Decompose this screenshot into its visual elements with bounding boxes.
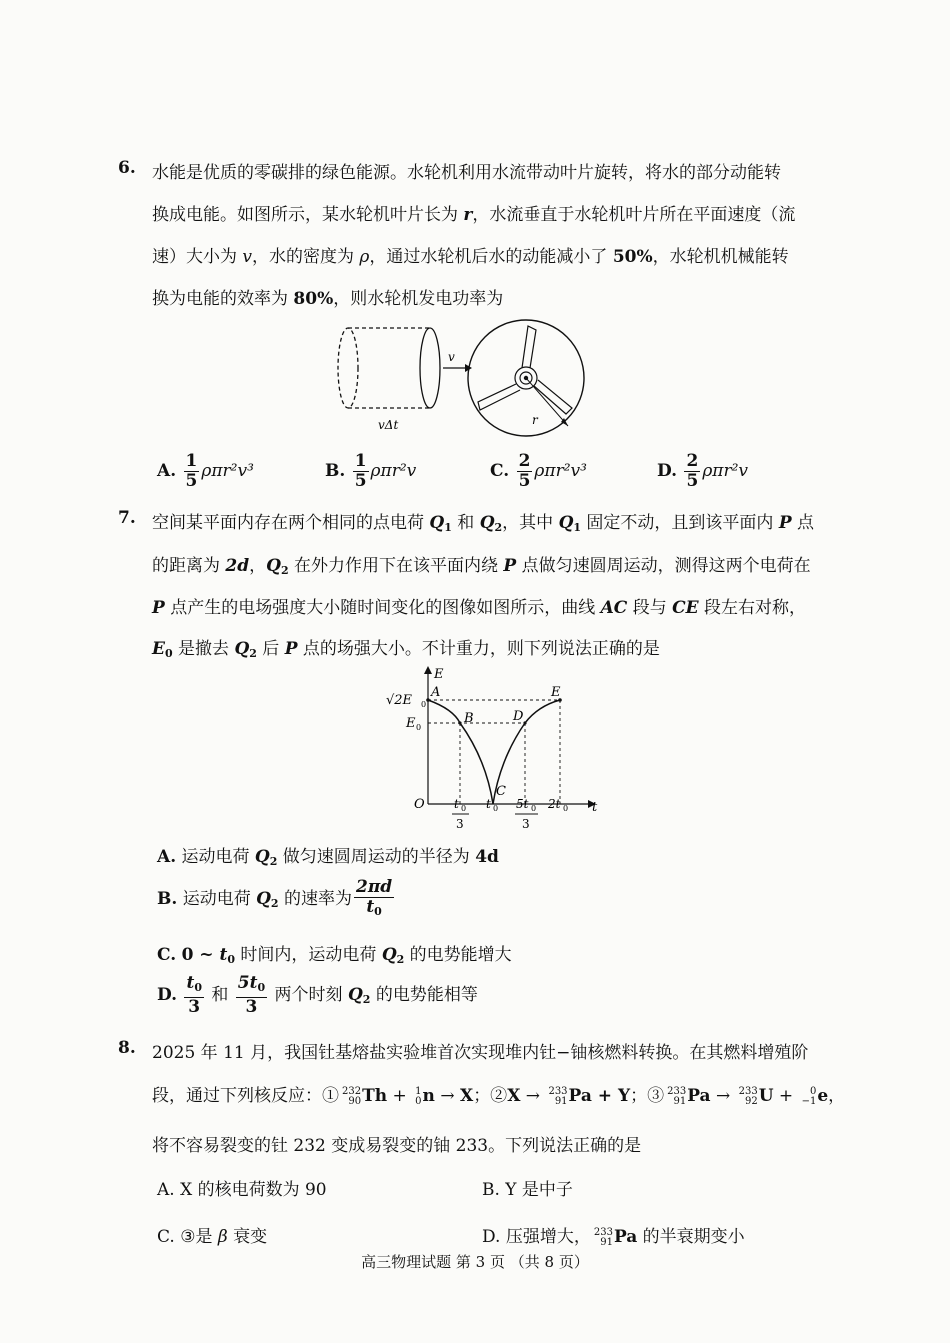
q6-line-3: 速）大小为 v，水的密度为 ρ，通过水轮机后水的动能减小了 50%，水轮机机械能转	[152, 247, 789, 267]
svg-text:E: E	[406, 716, 416, 731]
q8-option-a[interactable]: A. X 的核电荷数为 90	[157, 1180, 327, 1200]
q8-line-1: 2025 年 11 月，我国钍基熔盐实验堆首次实现堆内钍−铀核燃料转换。在其燃料增殖阶	[152, 1043, 809, 1063]
q6-line-4: 换为电能的效率为 80%，则水轮机发电功率为	[152, 289, 504, 309]
q8-option-d[interactable]: D. 压强增大， 233 91 Pa 的半衰期变小	[482, 1226, 745, 1248]
svg-text:E: E	[551, 685, 561, 700]
svg-text:O: O	[414, 797, 425, 812]
water-cylinder	[338, 328, 430, 408]
svg-text:t: t	[592, 800, 598, 815]
svg-text:3: 3	[522, 817, 530, 831]
q7-option-b[interactable]: B. 运动电荷 $Q_2$ 的速率为 $\frac{2\pi d}{t_0}$	[157, 877, 393, 918]
field-curve	[428, 700, 560, 804]
velocity-arrow	[443, 364, 472, 372]
question-number: 6.	[118, 158, 136, 178]
svg-text:D: D	[513, 709, 524, 724]
q7-line-1: 空间某平面内存在两个相同的点电荷 $Q_1$ 和 $Q_2$，其中 $Q_1$ 固定不动，且到该平面内 P 点	[152, 513, 815, 534]
velocity-label: v	[448, 350, 455, 364]
svg-text:t: t	[454, 797, 459, 811]
q7-line-4: $E_0$ 是撤去 $Q_2$ 后 P 点的场强大小。不计重力，则下列说法正确的是	[152, 639, 660, 660]
cylinder-end	[420, 328, 440, 408]
page-footer: 高三物理试题 第 3 页 （共 8 页）	[361, 1253, 589, 1271]
svg-text:2t: 2t	[548, 797, 561, 811]
svg-text:B: B	[464, 711, 474, 726]
svg-text:5t: 5t	[516, 797, 529, 811]
svg-text:3: 3	[456, 817, 464, 831]
q8-option-b[interactable]: B. Y 是中子	[482, 1180, 573, 1200]
q7-option-c[interactable]: C. 0 ~ $t_0$ 时间内，运动电荷 $Q_2$ 的电势能增大	[157, 945, 512, 966]
vdt-label: vΔt	[378, 418, 399, 432]
svg-text:t: t	[486, 797, 491, 811]
q7-option-d[interactable]: D. $\frac{t_0}{3}$ 和 $\frac{5t_0}{3}$ 两个时刻 $Q_2$ 的电势能相等	[157, 973, 478, 1017]
svg-text:0: 0	[416, 723, 422, 732]
q8-line-2: 段，通过下列核反应：① 232 90 Th + 1 0 n → X；②X → 233 91 Pa + Y；③ 233 91 Pa → 233 92 U + 0 −1 e，	[152, 1085, 846, 1107]
q6-option-d[interactable]: D. $\frac{2}{5}$ ρπr²v	[657, 451, 749, 491]
q7-option-a[interactable]: A. 运动电荷 $Q_2$ 做匀速圆周运动的半径为 4d	[157, 847, 499, 868]
svg-text:0: 0	[563, 804, 569, 813]
svg-text:0: 0	[421, 700, 427, 709]
q8-line-3: 将不容易裂变的钍 232 变成易裂变的铀 233。下列说法正确的是	[152, 1136, 642, 1156]
svg-text:0: 0	[531, 804, 537, 813]
q8-option-c[interactable]: C. ③是 β 衰变	[157, 1227, 268, 1247]
svg-text:√2E: √2E	[386, 693, 413, 708]
svg-text:C: C	[496, 784, 506, 799]
q7-line-3: P 点产生的电场强度大小随时间变化的图像如图所示，曲线 AC 段与 CE 段左右对称，	[152, 598, 807, 618]
q6-option-b[interactable]: B. $\frac{1}{5}$ ρπr²v	[325, 451, 417, 491]
turbine-figure	[330, 318, 600, 443]
q6-option-c[interactable]: C. $\frac{2}{5}$ ρπr²v³	[490, 451, 587, 491]
svg-text:0: 0	[493, 804, 499, 813]
q6-line-1: 水能是优质的零碳排的绿色能源。水轮机利用水流带动叶片旋转，将水的部分动能转	[152, 163, 781, 183]
question-number: 7.	[118, 508, 136, 528]
q6-line-2: 换成电能。如图所示，某水轮机叶片长为 r，水流垂直于水轮机叶片所在平面速度（流	[152, 205, 796, 225]
e-t-graph	[378, 664, 608, 836]
turbine-blades	[478, 326, 572, 414]
question-number: 8.	[118, 1038, 136, 1058]
q7-line-2: 的距离为 2d，$Q_2$ 在外力作用下在该平面内绕 P 点做匀速圆周运动，测得这两个电荷在	[152, 556, 811, 577]
svg-text:A: A	[431, 685, 441, 700]
svg-text:E: E	[434, 667, 444, 682]
svg-text:0: 0	[461, 804, 467, 813]
radius-label: r	[532, 413, 538, 427]
q6-option-a[interactable]: A. $\frac{1}{5}$ ρπr²v³	[157, 451, 254, 491]
